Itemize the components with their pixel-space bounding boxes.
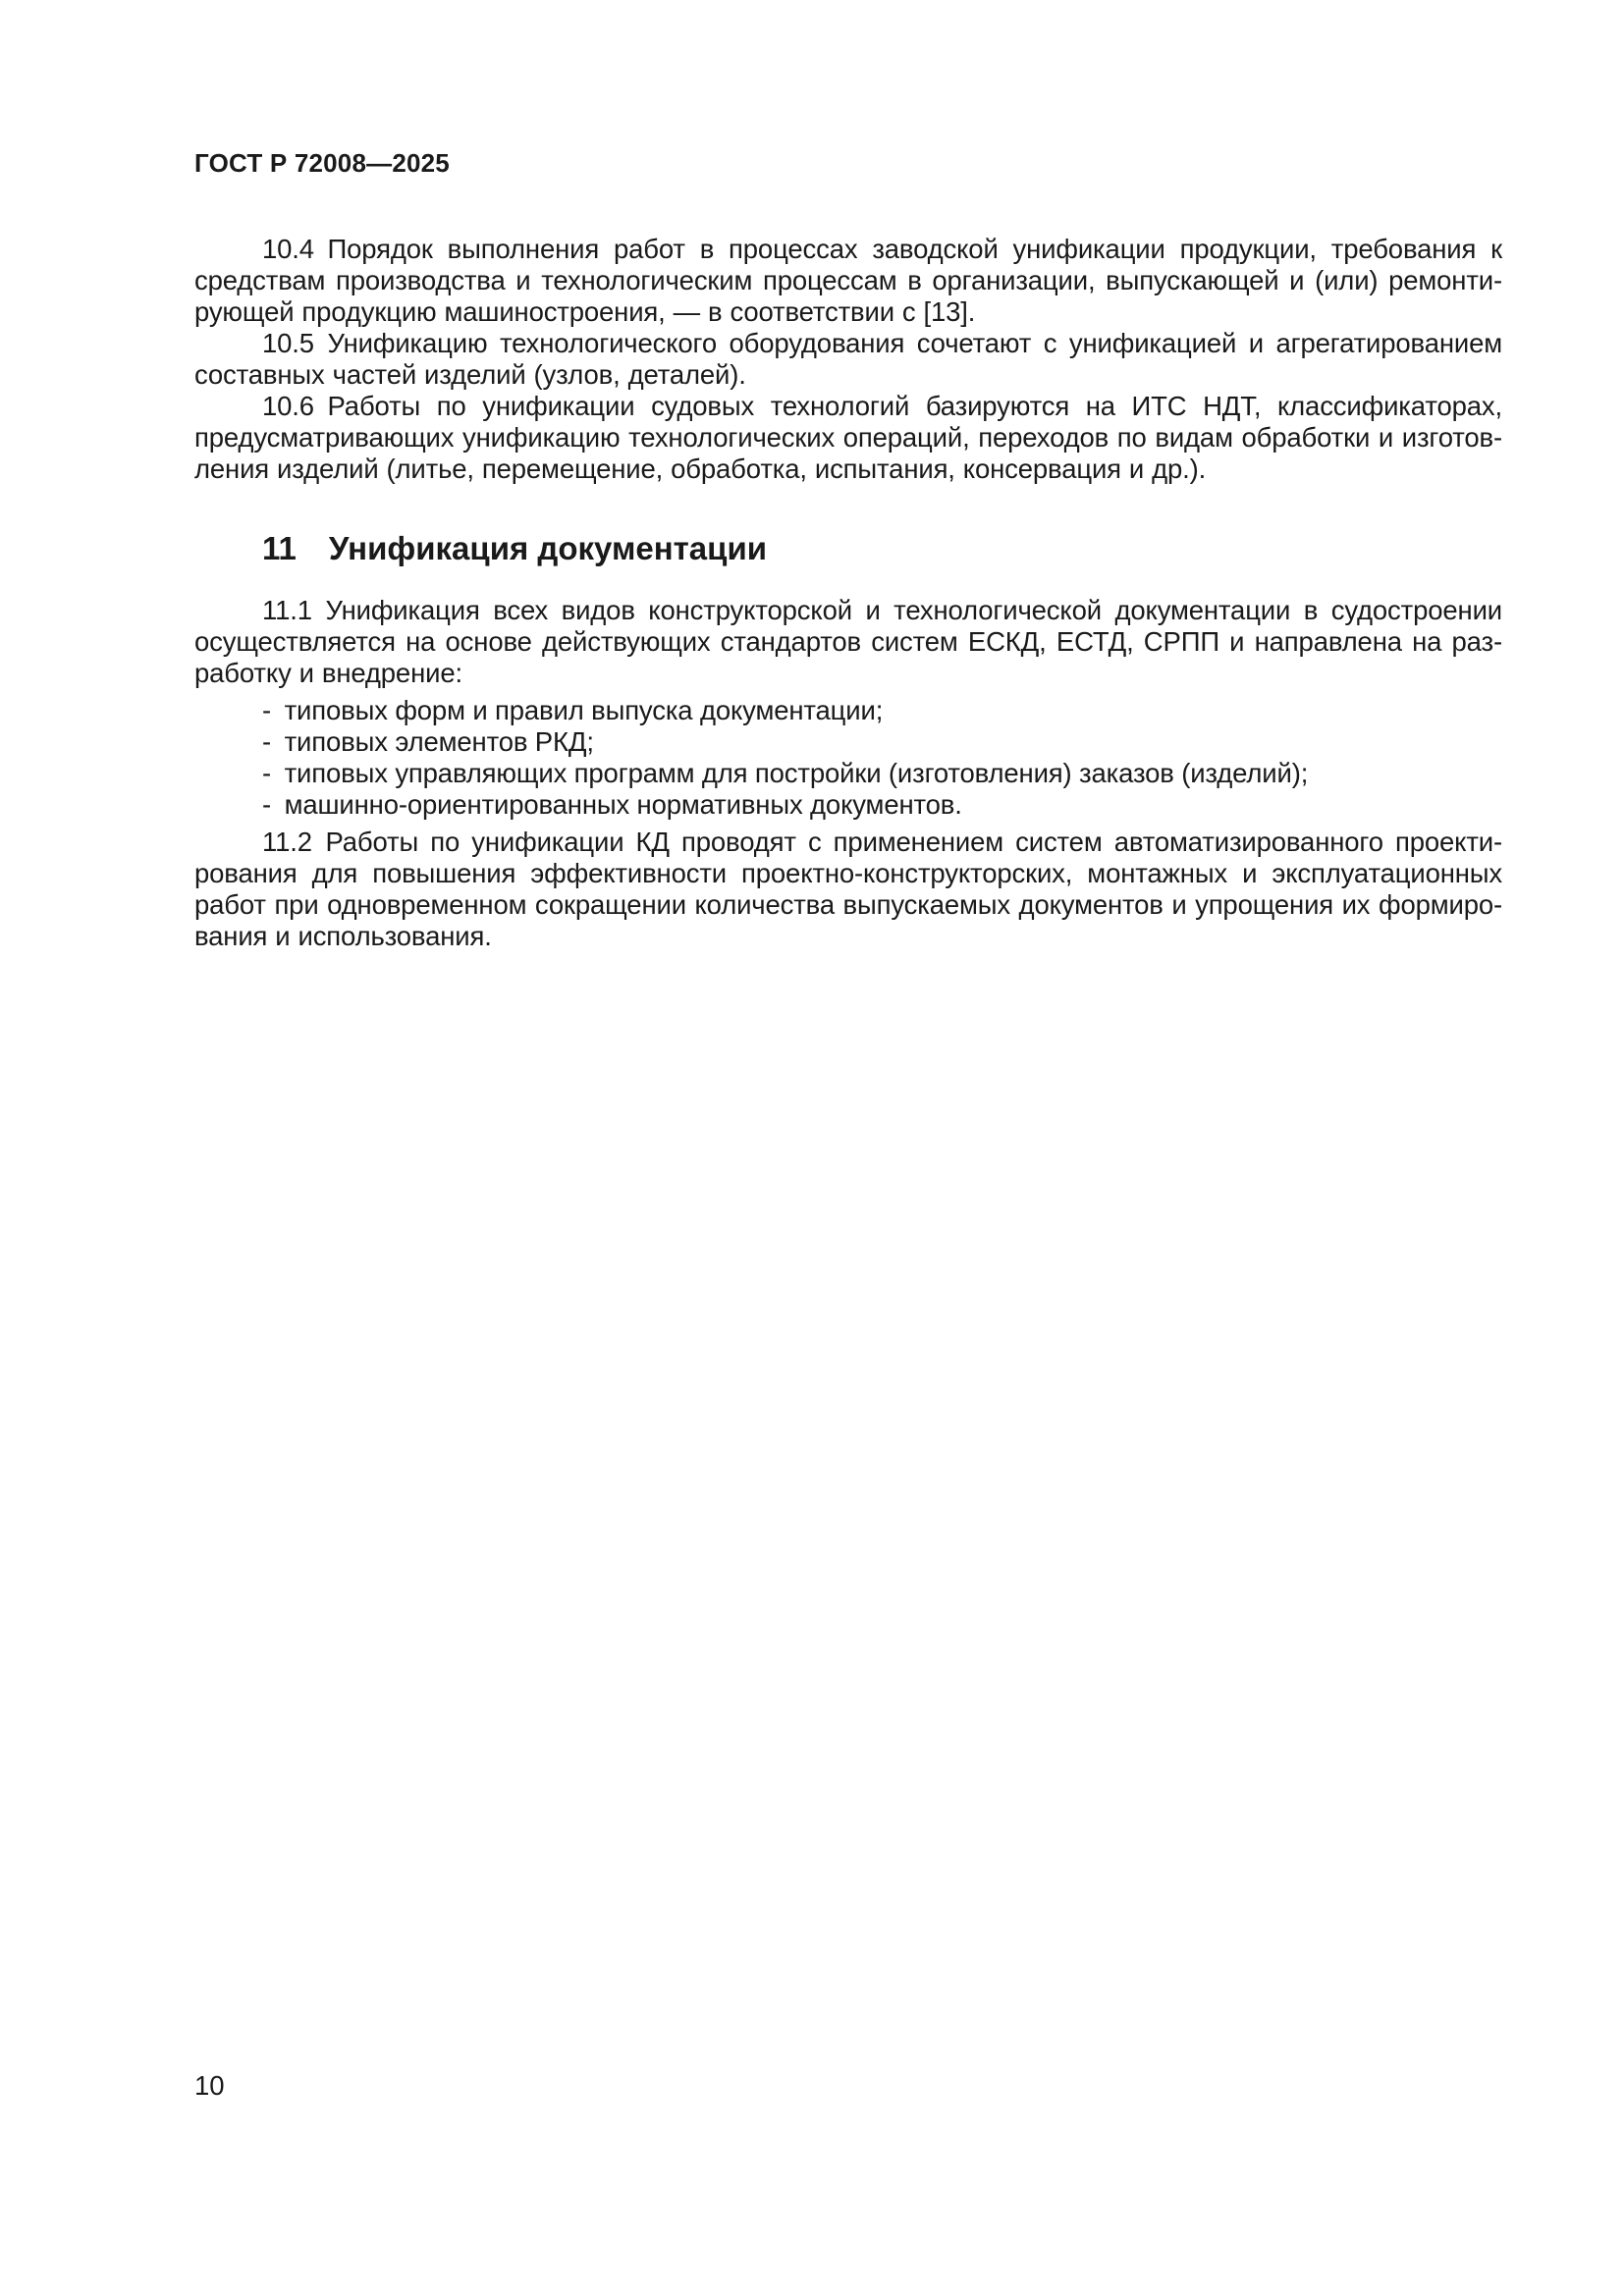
text-line: осуществляется на основе действующих стандартов систем ЕСКД, ЕСТД, СРПП и направлена на раз-	[194, 626, 1502, 657]
page-content	[194, 0, 1502, 952]
clause-11-2	[194, 827, 1502, 952]
text-line: составных частей изделий (узлов, деталей).	[194, 359, 746, 390]
text-line: 11.1 Унификация всех видов конструкторской и технологической документации в судостроении	[262, 595, 1502, 625]
running-header: ГОСТ Р 72008—2025	[194, 148, 450, 178]
text-line: 11.2 Работы по унификации КД проводят с применением систем автоматизированного проекти-	[262, 827, 1502, 857]
list-item: - типовых элементов РКД;	[262, 726, 594, 757]
clause-10-5	[194, 328, 1502, 391]
unification-targets-list	[194, 695, 1502, 821]
text-line: 10.5 Унификацию технологического оборудования сочетают с унификацией и агрегатированием	[262, 328, 1502, 358]
text-line: работку и внедрение:	[194, 658, 462, 688]
text-line: рования для повышения эффективности проектно-конструкторских, монтажных и эксплуатационных	[194, 858, 1502, 888]
section-11-heading: 11 Унификация документации	[262, 530, 768, 566]
clause-10-4	[194, 234, 1502, 328]
text-line: вания и использования.	[194, 921, 492, 951]
page-number: 10	[194, 2070, 225, 2101]
text-line: средствам производства и технологическим процессам в организации, выпускающей и (или) ремонти-	[194, 265, 1502, 295]
list-item: - типовых управляющих программ для постройки (изготовления) заказов (изделий);	[262, 758, 1309, 788]
text-line: рующей продукцию машиностроения, — в соответствии с [13].	[194, 296, 976, 327]
text-line: работ при одновременном сокращении количества выпускаемых документов и упрощения их формиро-	[194, 889, 1502, 920]
text-line: 10.6 Работы по унификации судовых технологий базируются на ИТС НДТ, классификаторах,	[262, 391, 1502, 421]
clause-10-6	[194, 391, 1502, 485]
list-item: - машинно-ориентированных нормативных документов.	[262, 789, 962, 820]
text-line: 10.4 Порядок выполнения работ в процессах заводской унификации продукции, требования к	[262, 234, 1502, 264]
list-item: - типовых форм и правил выпуска документации;	[262, 695, 884, 725]
clause-11-1	[194, 595, 1502, 689]
text-line: ления изделий (литье, перемещение, обработка, испытания, консервация и др.).	[194, 454, 1207, 484]
text-line: предусматривающих унификацию технологических операций, переходов по видам обработки и изготов-	[194, 422, 1502, 453]
